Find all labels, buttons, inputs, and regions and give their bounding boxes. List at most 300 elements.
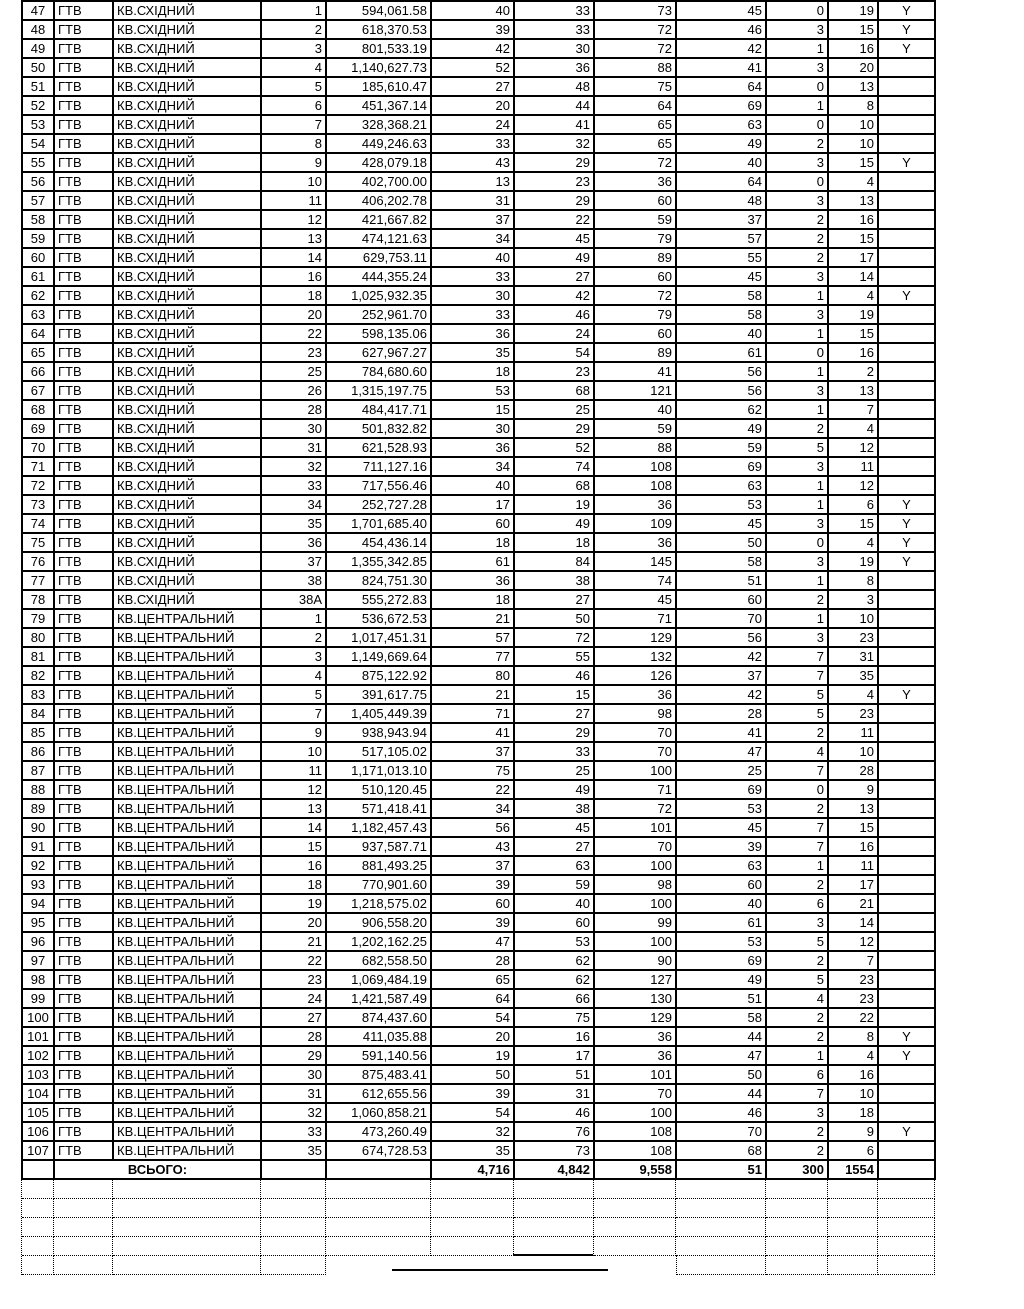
table-row [23,344,936,363]
cell-indicator-5: 0 [767,116,829,135]
cell-indicator-3: 60 [595,192,677,211]
cell-amount: 1,218,575.02 [327,895,432,914]
cell-amount: 1,140,627.73 [327,59,432,78]
cell-flag [879,344,936,363]
cell-indicator-2: 45 [515,819,595,838]
cell-indicator-1: 75 [432,762,515,781]
cell-quarter-name: КВ.ЦЕНТРАЛЬНИЙ [114,1028,262,1047]
table-row [23,116,936,135]
cell-flag [879,952,936,971]
empty-cell [54,1199,113,1218]
cell-row-number: 81 [23,648,55,667]
table-row [23,819,936,838]
cell-flag: Y [879,154,936,173]
cell-flag [879,192,936,211]
cell-indicator-2: 59 [515,876,595,895]
cell-indicator-3: 59 [595,211,677,230]
cell-indicator-4: 42 [677,686,767,705]
cell-indicator-4: 49 [677,135,767,154]
empty-cell [828,1199,878,1218]
cell-quarter-name: КВ.ЦЕНТРАЛЬНИЙ [114,838,262,857]
cell-indicator-1: 60 [432,895,515,914]
cell-indicator-3: 70 [595,743,677,762]
cell-indicator-2: 68 [515,382,595,401]
cell-indicator-2: 63 [515,857,595,876]
cell-indicator-6: 12 [829,477,879,496]
cell-quarter-name: КВ.СХІДНИЙ [114,382,262,401]
cell-indicator-5: 0 [767,173,829,192]
cell-flag [879,914,936,933]
cell-organization: ГТВ [55,781,114,800]
cell-flag: Y [879,686,936,705]
cell-indicator-6: 17 [829,249,879,268]
cell-organization: ГТВ [55,1142,114,1161]
cell-indicator-6: 2 [829,363,879,382]
empty-row [22,1237,935,1256]
cell-organization: ГТВ [55,458,114,477]
cell-indicator-4: 49 [677,420,767,439]
cell-organization: ГТВ [55,230,114,249]
cell-indicator-4: 46 [677,21,767,40]
cell-row-number: 102 [23,1047,55,1066]
cell-quarter-name: КВ.СХІДНИЙ [114,363,262,382]
cell-flag: Y [879,1047,936,1066]
cell-indicator-1: 33 [432,306,515,325]
cell-indicator-6: 4 [829,420,879,439]
cell-indicator-6: 8 [829,1028,879,1047]
table-row [23,1104,936,1123]
cell-building-number: 9 [262,724,327,743]
cell-empty [879,1161,936,1180]
cell-amount: 1,149,669.64 [327,648,432,667]
cell-organization: ГТВ [55,534,114,553]
cell-indicator-5: 0 [767,78,829,97]
cell-indicator-5: 2 [767,211,829,230]
cell-row-number: 76 [23,553,55,572]
cell-indicator-5: 7 [767,1085,829,1104]
table-row [23,876,936,895]
cell-organization: ГТВ [55,572,114,591]
cell-organization: ГТВ [55,249,114,268]
cell-flag [879,781,936,800]
cell-row-number: 78 [23,591,55,610]
cell-indicator-4: 69 [677,458,767,477]
cell-indicator-3: 90 [595,952,677,971]
cell-flag: Y [879,553,936,572]
cell-flag [879,648,936,667]
cell-indicator-5: 2 [767,800,829,819]
table-row [23,648,936,667]
cell-quarter-name: КВ.СХІДНИЙ [114,78,262,97]
table-row [23,724,936,743]
cell-flag: Y [879,534,936,553]
cell-organization: ГТВ [55,591,114,610]
cell-building-number: 1 [262,610,327,629]
cell-indicator-5: 3 [767,59,829,78]
cell-indicator-1: 33 [432,135,515,154]
cell-indicator-1: 57 [432,629,515,648]
cell-organization: ГТВ [55,648,114,667]
cell-flag [879,230,936,249]
cell-row-number: 90 [23,819,55,838]
cell-amount: 555,272.83 [327,591,432,610]
cell-indicator-3: 36 [595,686,677,705]
cell-indicator-5: 3 [767,553,829,572]
table-row [23,154,936,173]
cell-flag [879,743,936,762]
cell-building-number: 22 [262,325,327,344]
cell-organization: ГТВ [55,173,114,192]
cell-indicator-2: 36 [515,59,595,78]
cell-building-number: 4 [262,667,327,686]
cell-indicator-5: 2 [767,952,829,971]
cell-indicator-3: 71 [595,781,677,800]
cell-indicator-1: 54 [432,1009,515,1028]
cell-indicator-4: 25 [677,762,767,781]
cell-building-number: 1 [262,2,327,21]
cell-quarter-name: КВ.ЦЕНТРАЛЬНИЙ [114,1142,262,1161]
cell-flag [879,876,936,895]
cell-indicator-4: 48 [677,192,767,211]
cell-quarter-name: КВ.ЦЕНТРАЛЬНИЙ [114,705,262,724]
cell-indicator-4: 53 [677,496,767,515]
cell-indicator-3: 88 [595,439,677,458]
cell-row-number: 106 [23,1123,55,1142]
cell-indicator-3: 72 [595,40,677,59]
cell-indicator-6: 17 [829,876,879,895]
cell-indicator-1: 40 [432,477,515,496]
cell-organization: ГТВ [55,1066,114,1085]
cell-amount: 501,832.82 [327,420,432,439]
cell-building-number: 34 [262,496,327,515]
cell-building-number: 38А [262,591,327,610]
cell-indicator-3: 70 [595,1085,677,1104]
cell-organization: ГТВ [55,838,114,857]
cell-indicator-3: 145 [595,553,677,572]
cell-indicator-3: 72 [595,800,677,819]
empty-cell [431,1256,514,1275]
cell-organization: ГТВ [55,819,114,838]
cell-indicator-4: 42 [677,40,767,59]
cell-indicator-3: 71 [595,610,677,629]
cell-indicator-5: 2 [767,1123,829,1142]
cell-indicator-1: 64 [432,990,515,1009]
cell-indicator-3: 121 [595,382,677,401]
data-table [21,0,936,1180]
cell-indicator-6: 14 [829,914,879,933]
cell-indicator-1: 15 [432,401,515,420]
cell-flag [879,325,936,344]
cell-row-number: 57 [23,192,55,211]
table-row [23,21,936,40]
cell-indicator-2: 41 [515,116,595,135]
cell-indicator-4: 69 [677,952,767,971]
total-indicator-5: 300 [767,1161,829,1180]
cell-indicator-6: 22 [829,1009,879,1028]
cell-building-number: 33 [262,477,327,496]
cell-building-number: 23 [262,344,327,363]
cell-indicator-1: 22 [432,781,515,800]
empty-cell [113,1180,261,1199]
cell-quarter-name: КВ.ЦЕНТРАЛЬНИЙ [114,895,262,914]
cell-indicator-2: 19 [515,496,595,515]
main-table-body [23,2,936,1161]
cell-indicator-2: 29 [515,192,595,211]
cell-indicator-3: 60 [595,268,677,287]
cell-indicator-2: 29 [515,724,595,743]
cell-amount: 449,246.63 [327,135,432,154]
cell-indicator-4: 60 [677,876,767,895]
empty-cell [594,1256,676,1275]
cell-flag [879,591,936,610]
cell-building-number: 25 [262,363,327,382]
cell-flag [879,990,936,1009]
cell-indicator-2: 50 [515,610,595,629]
cell-indicator-1: 41 [432,724,515,743]
cell-organization: ГТВ [55,629,114,648]
empty-grid-body [22,1180,935,1275]
empty-cell [878,1237,935,1256]
cell-amount: 874,437.60 [327,1009,432,1028]
cell-building-number: 13 [262,230,327,249]
cell-organization: ГТВ [55,667,114,686]
table-row [23,78,936,97]
cell-indicator-4: 69 [677,97,767,116]
cell-amount: 1,171,013.10 [327,762,432,781]
cell-quarter-name: КВ.СХІДНИЙ [114,40,262,59]
cell-indicator-5: 6 [767,895,829,914]
cell-row-number: 92 [23,857,55,876]
cell-indicator-2: 42 [515,287,595,306]
cell-quarter-name: КВ.СХІДНИЙ [114,306,262,325]
cell-building-number: 20 [262,914,327,933]
cell-indicator-1: 18 [432,591,515,610]
cell-flag [879,211,936,230]
cell-indicator-1: 31 [432,192,515,211]
cell-indicator-6: 28 [829,762,879,781]
cell-building-number: 7 [262,705,327,724]
cell-indicator-6: 19 [829,306,879,325]
table-row [23,515,936,534]
cell-indicator-1: 34 [432,458,515,477]
total-indicator-1: 4,716 [432,1161,515,1180]
cell-indicator-2: 23 [515,363,595,382]
cell-flag [879,857,936,876]
cell-indicator-2: 46 [515,306,595,325]
cell-indicator-5: 1 [767,477,829,496]
cell-indicator-3: 108 [595,1123,677,1142]
cell-indicator-6: 7 [829,401,879,420]
cell-indicator-4: 68 [677,1142,767,1161]
empty-cell [54,1237,113,1256]
cell-indicator-4: 37 [677,667,767,686]
cell-indicator-3: 132 [595,648,677,667]
cell-organization: ГТВ [55,724,114,743]
cell-indicator-2: 60 [515,914,595,933]
cell-quarter-name: КВ.СХІДНИЙ [114,534,262,553]
cell-indicator-3: 60 [595,325,677,344]
cell-indicator-1: 18 [432,534,515,553]
cell-indicator-3: 101 [595,1066,677,1085]
cell-amount: 510,120.45 [327,781,432,800]
table-row [23,743,936,762]
cell-amount: 621,528.93 [327,439,432,458]
cell-indicator-2: 17 [515,1047,595,1066]
cell-row-number: 87 [23,762,55,781]
table-row [23,173,936,192]
cell-indicator-5: 7 [767,762,829,781]
cell-organization: ГТВ [55,496,114,515]
cell-row-number: 96 [23,933,55,952]
cell-indicator-5: 3 [767,21,829,40]
cell-row-number: 62 [23,287,55,306]
cell-indicator-3: 126 [595,667,677,686]
table-row [23,1028,936,1047]
empty-cell [766,1180,828,1199]
cell-amount: 451,367.14 [327,97,432,116]
cell-indicator-3: 36 [595,173,677,192]
cell-indicator-2: 48 [515,78,595,97]
cell-indicator-5: 7 [767,667,829,686]
cell-indicator-2: 33 [515,743,595,762]
cell-amount: 1,405,449.39 [327,705,432,724]
cell-quarter-name: КВ.ЦЕНТРАЛЬНИЙ [114,648,262,667]
cell-indicator-1: 30 [432,420,515,439]
cell-row-number: 68 [23,401,55,420]
cell-indicator-6: 7 [829,952,879,971]
table-row [23,97,936,116]
empty-row [22,1180,935,1199]
cell-indicator-1: 47 [432,933,515,952]
empty-cell [594,1199,676,1218]
cell-indicator-5: 3 [767,1104,829,1123]
table-row [23,1142,936,1161]
cell-flag [879,933,936,952]
cell-building-number: 37 [262,553,327,572]
cell-indicator-2: 84 [515,553,595,572]
table-row [23,800,936,819]
cell-amount: 411,035.88 [327,1028,432,1047]
cell-amount: 1,017,451.31 [327,629,432,648]
cell-building-number: 14 [262,819,327,838]
cell-indicator-4: 50 [677,534,767,553]
cell-organization: ГТВ [55,154,114,173]
cell-quarter-name: КВ.ЦЕНТРАЛЬНИЙ [114,971,262,990]
cell-quarter-name: КВ.ЦЕНТРАЛЬНИЙ [114,876,262,895]
table-row [23,686,936,705]
empty-cell [514,1180,594,1199]
cell-indicator-3: 75 [595,78,677,97]
cell-indicator-2: 27 [515,838,595,857]
cell-indicator-4: 40 [677,895,767,914]
cell-indicator-2: 44 [515,97,595,116]
cell-indicator-5: 0 [767,344,829,363]
cell-indicator-4: 47 [677,1047,767,1066]
cell-indicator-1: 56 [432,819,515,838]
cell-indicator-6: 21 [829,895,879,914]
cell-quarter-name: КВ.СХІДНИЙ [114,591,262,610]
total-indicator-4: 51 [677,1161,767,1180]
cell-indicator-1: 60 [432,515,515,534]
empty-cell [878,1199,935,1218]
cell-indicator-4: 61 [677,914,767,933]
cell-organization: ГТВ [55,78,114,97]
empty-cell [431,1199,514,1218]
cell-indicator-4: 59 [677,439,767,458]
cell-quarter-name: КВ.СХІДНИЙ [114,230,262,249]
cell-building-number: 18 [262,876,327,895]
empty-cell [676,1199,766,1218]
cell-flag: Y [879,21,936,40]
total-label: ВСЬОГО: [55,1161,262,1180]
empty-cell [326,1256,431,1275]
cell-indicator-2: 62 [515,952,595,971]
cell-flag [879,135,936,154]
cell-indicator-6: 8 [829,97,879,116]
cell-amount: 717,556.46 [327,477,432,496]
cell-quarter-name: КВ.СХІДНИЙ [114,553,262,572]
cell-organization: ГТВ [55,211,114,230]
cell-indicator-3: 79 [595,306,677,325]
cell-indicator-6: 11 [829,724,879,743]
table-row [23,306,936,325]
cell-organization: ГТВ [55,515,114,534]
cell-building-number: 9 [262,154,327,173]
cell-quarter-name: КВ.СХІДНИЙ [114,458,262,477]
cell-building-number: 26 [262,382,327,401]
cell-indicator-4: 70 [677,610,767,629]
cell-quarter-name: КВ.ЦЕНТРАЛЬНИЙ [114,686,262,705]
cell-quarter-name: КВ.ЦЕНТРАЛЬНИЙ [114,610,262,629]
cell-indicator-4: 51 [677,990,767,1009]
cell-indicator-4: 28 [677,705,767,724]
table-row [23,990,936,1009]
cell-indicator-1: 27 [432,78,515,97]
cell-indicator-5: 3 [767,382,829,401]
table-row [23,2,936,21]
cell-row-number: 84 [23,705,55,724]
cell-row-number: 54 [23,135,55,154]
cell-indicator-3: 36 [595,1047,677,1066]
empty-cell [113,1218,261,1237]
cell-indicator-3: 36 [595,1028,677,1047]
cell-indicator-3: 129 [595,1009,677,1028]
cell-row-number: 69 [23,420,55,439]
cell-organization: ГТВ [55,21,114,40]
cell-indicator-2: 68 [515,477,595,496]
cell-indicator-1: 21 [432,610,515,629]
table-row [23,781,936,800]
cell-indicator-3: 109 [595,515,677,534]
cell-amount: 1,315,197.75 [327,382,432,401]
cell-flag [879,363,936,382]
cell-indicator-2: 32 [515,135,595,154]
cell-indicator-2: 23 [515,173,595,192]
cell-indicator-2: 53 [515,933,595,952]
cell-indicator-4: 40 [677,154,767,173]
cell-amount: 1,069,484.19 [327,971,432,990]
empty-cell [22,1180,54,1199]
cell-indicator-6: 15 [829,154,879,173]
cell-indicator-5: 1 [767,287,829,306]
cell-row-number: 85 [23,724,55,743]
cell-flag [879,97,936,116]
table-row [23,1085,936,1104]
cell-amount: 406,202.78 [327,192,432,211]
table-row [23,439,936,458]
cell-indicator-6: 4 [829,686,879,705]
cell-indicator-5: 0 [767,534,829,553]
